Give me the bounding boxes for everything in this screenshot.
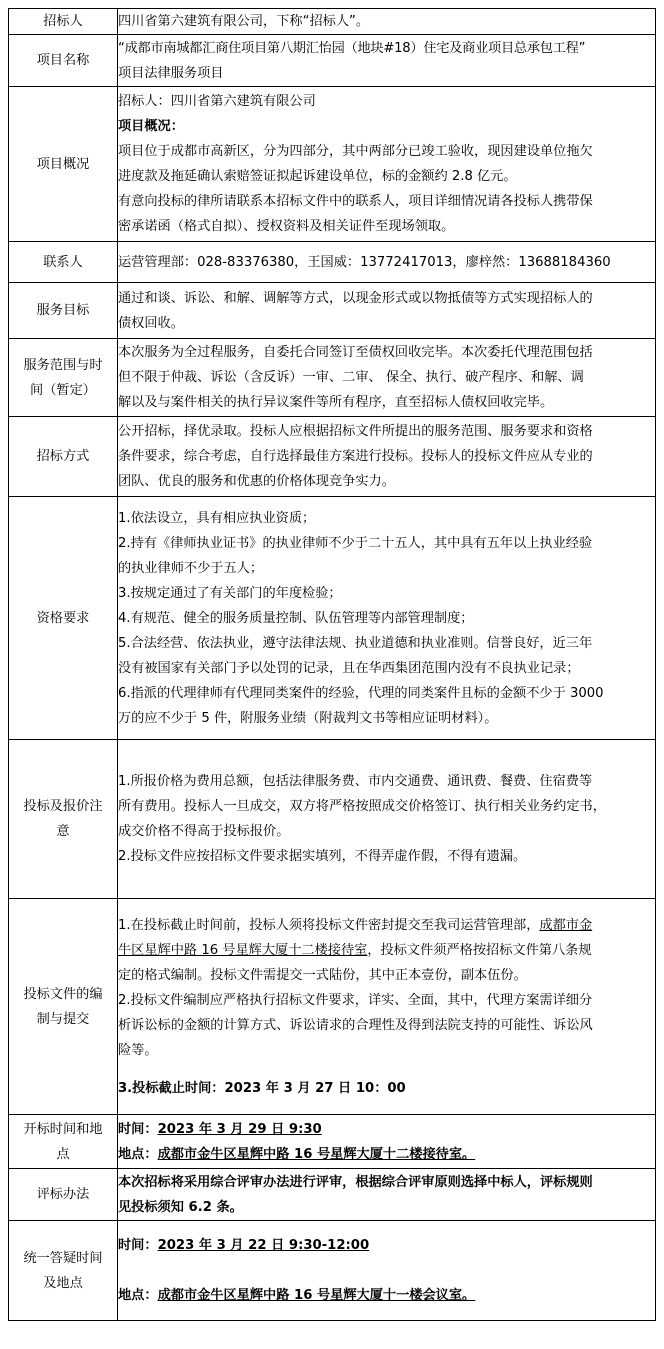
deadline-value: 2023 年 3 月 27 日 10：00 [224, 1080, 406, 1096]
text-line: 析诉讼标的金额的计算方式、诉讼请求的合理性及得到法院支持的可能性、诉讼风 [118, 1017, 593, 1033]
row-content-bidder [118, 9, 656, 35]
label-line: 开标时间和地 [23, 1121, 103, 1137]
row-label-service-goal: 服务目标 [9, 283, 118, 339]
table-row-project-name [9, 35, 656, 87]
table-row-opening [9, 1115, 656, 1169]
text-line: 的执业律师不少于五人； [118, 560, 264, 576]
text-line: 进度款及拖延确认索赔签证拟起诉建设单位，标的金额约 2.8 亿元。 [118, 169, 517, 184]
address-underlined: 牛区星辉中路 16 号星辉大厦十二楼接待室 [118, 942, 368, 958]
table-row-submission [9, 899, 656, 1115]
row-content-overview [118, 87, 656, 242]
row-content-contact [118, 242, 656, 283]
text-line: 条件要求，综合考虑，自行选择最佳方案进行投标。投标人的投标文件应从专业的 [118, 449, 593, 464]
table-row-pricing [9, 740, 656, 899]
qa-time-label: 时间： [118, 1238, 158, 1253]
text-line: 招标人：四川省第六建筑有限公司 [118, 94, 316, 109]
text-line: 3.按规定通过了有关部门的年度检验； [118, 585, 342, 601]
text-line: 1.依法设立，具有相应执业资质； [118, 510, 316, 526]
deadline-label: 3.投标截止时间： [118, 1080, 225, 1096]
row-label-qualification: 资格要求 [9, 497, 118, 740]
row-label-pricing [9, 740, 118, 899]
opening-place-label: 地点： [118, 1146, 158, 1162]
deadline-line [118, 1076, 655, 1101]
opening-time-line [118, 1117, 655, 1142]
row-label-qa [9, 1221, 118, 1321]
label-line: 统一答疑时间 [23, 1250, 103, 1266]
text-line: 解以及与案件相关的执行异议案件等所有程序，直至招标人债权回收完毕。 [118, 395, 554, 410]
table-row-contact [9, 242, 656, 283]
text-line: “成都市南城都汇商住项目第八期汇怡园（地块#18）住宅及商业项目总承包工程” [118, 40, 586, 56]
text-line: 成交价格不得高于投标报价。 [118, 824, 290, 839]
row-label-bidder: 招标人 [9, 9, 118, 35]
text-line: 有意向投标的律所请联系本招标文件中的联系人，项目详细情况请各投标人携带保 [118, 194, 593, 209]
text-line [118, 938, 655, 963]
row-content-submission [118, 899, 656, 1115]
row-content-evaluation [118, 1169, 656, 1221]
table-row-qa [9, 1221, 656, 1321]
label-line: 及地点 [43, 1275, 83, 1291]
text-line [118, 913, 655, 938]
text-line: 5.合法经营、依法执业，遵守法律法规、执业道德和执业准则。信誉良好，近三年 [118, 635, 593, 651]
label-line: 制与提交 [36, 1011, 90, 1027]
spacer [118, 1258, 655, 1283]
opening-time-value: 2023 年 3 月 29 日 9:30 [157, 1121, 322, 1137]
row-content-bid-method [118, 417, 656, 497]
text-line: 2.投标文件编制应严格执行招标文件要求，详实、全面，其中，代理方案需详细分 [118, 992, 593, 1008]
row-label-overview: 项目概况 [9, 87, 118, 242]
row-label-bid-method: 招标方式 [9, 417, 118, 497]
row-content-qualification [118, 497, 656, 740]
qa-place-line [118, 1283, 655, 1308]
text-line: 项目概况： [118, 119, 184, 134]
row-content-qa [118, 1221, 656, 1321]
qa-time-value: 2023 年 3 月 22 日 9:30-12:00 [157, 1238, 370, 1253]
text-line: 1.所报价格为费用总额，包括法律服务费、市内交通费、通讯费、餐费、住宿费等 [118, 774, 593, 789]
qa-place-value: 成都市金牛区星辉中路 16 号星辉大厦十一楼会议室。 [157, 1288, 476, 1303]
text-line: 项目法律服务项目 [118, 65, 224, 81]
text-line: 项目位于成都市高新区，分为四部分，其中两部分已竣工验收，现因建设单位拖欠 [118, 144, 593, 159]
opening-place-line [118, 1142, 655, 1167]
row-label-evaluation: 评标办法 [9, 1169, 118, 1221]
row-content-pricing [118, 740, 656, 899]
text-line: 四川省第六建筑有限公司，下称“招标人”。 [118, 14, 370, 29]
row-label-service-scope [9, 339, 118, 417]
text-line: 密承诺函（格式自拟）、授权资料及相关证件至现场领取。 [118, 219, 455, 234]
text-line: 定的格式编制。投标文件需提交一式陆份，其中正本壹份，副本伍份。 [118, 967, 527, 983]
label-line: 服务范围与时 [23, 357, 103, 373]
text-span: 1.在投标截止时间前，投标人须将投标文件密封提交至我司运营管理部， [118, 917, 540, 933]
text-line: 本次服务为全过程服务，自委托合同签订至债权回收完毕。本次委托代理范围包括 [118, 345, 593, 360]
row-content-project-name [118, 35, 656, 87]
text-line: 但不限于仲裁、诉讼（含反诉）一审、二审、 保全、执行、破产程序、和解、调 [118, 370, 584, 385]
text-line: 万的应不少于 5 件，附服务业绩（附裁判文书等相应证明材料）。 [118, 710, 498, 726]
text-line: 所有费用。投标人一旦成交，双方将严格按照成交价格签订、执行相关业务约定书， [118, 799, 606, 814]
label-line: 投标及报价注 [23, 799, 103, 814]
text-span: ，投标文件须严格按招标文件第八条规 [367, 942, 592, 958]
label-line: 投标文件的编 [23, 986, 103, 1002]
text-line: 2.投标文件应按招标文件要求据实填列，不得弄虚作假，不得有遗漏。 [118, 849, 527, 864]
text-line: 4.有规范、健全的服务质量控制、队伍管理等内部管理制度； [118, 610, 474, 626]
table-row-qualification [9, 497, 656, 740]
qa-time-line [118, 1233, 655, 1258]
table-row-evaluation [9, 1169, 656, 1221]
text-line: 6.指派的代理律师有代理同类案件的经验，代理的同类案件且标的金额不少于 3000 [118, 685, 604, 701]
table-row-bidder [9, 9, 656, 35]
text-line: 见投标须知 6.2 条。 [118, 1199, 243, 1215]
row-content-opening [118, 1115, 656, 1169]
table-row-service-scope [9, 339, 656, 417]
text-line: 2.持有《律师执业证书》的执业律师不少于二十五人，其中具有五年以上执业经验 [118, 535, 593, 551]
text-line: 没有被国家有关部门予以处罚的记录，且在华西集团范围内没有不良执业记录； [118, 660, 580, 676]
text-line: 公开招标，择优录取。投标人应根据招标文件所提出的服务范围、服务要求和资格 [118, 424, 593, 439]
spacer [118, 1063, 655, 1076]
row-content-service-scope [118, 339, 656, 417]
row-label-opening [9, 1115, 118, 1169]
opening-time-label: 时间： [118, 1121, 158, 1137]
table-row-service-goal [9, 283, 656, 339]
text-line: 险等。 [118, 1042, 158, 1058]
bid-info-table [8, 8, 656, 1321]
row-content-service-goal [118, 283, 656, 339]
row-label-submission [9, 899, 118, 1115]
label-line: 间（暂定） [30, 382, 96, 398]
table-row-overview [9, 87, 656, 242]
text-line: 本次招标将采用综合评审办法进行评审，根据综合评审原则选择中标人，评标规则 [118, 1174, 593, 1190]
label-line: 点 [56, 1146, 70, 1162]
text-line: 债权回收。 [118, 315, 184, 331]
row-label-project-name: 项目名称 [9, 35, 118, 87]
row-label-contact: 联系人 [9, 242, 118, 283]
text-line: 运营管理部：028-83376380，王国威：13772417013，廖梓然：13688184360 [118, 254, 611, 270]
qa-place-label: 地点： [118, 1288, 158, 1303]
address-underlined: 成都市金 [539, 917, 593, 933]
opening-place-value: 成都市金牛区星辉中路 16 号星辉大厦十二楼接待室。 [157, 1146, 476, 1162]
label-line: 意 [56, 824, 70, 839]
table-row-bid-method [9, 417, 656, 497]
text-line: 通过和谈、诉讼、和解、调解等方式，以现金形式或以物抵债等方式实现招标人的 [118, 290, 593, 306]
text-line: 团队、优良的服务和优惠的价格体现竞争实力。 [118, 474, 395, 489]
